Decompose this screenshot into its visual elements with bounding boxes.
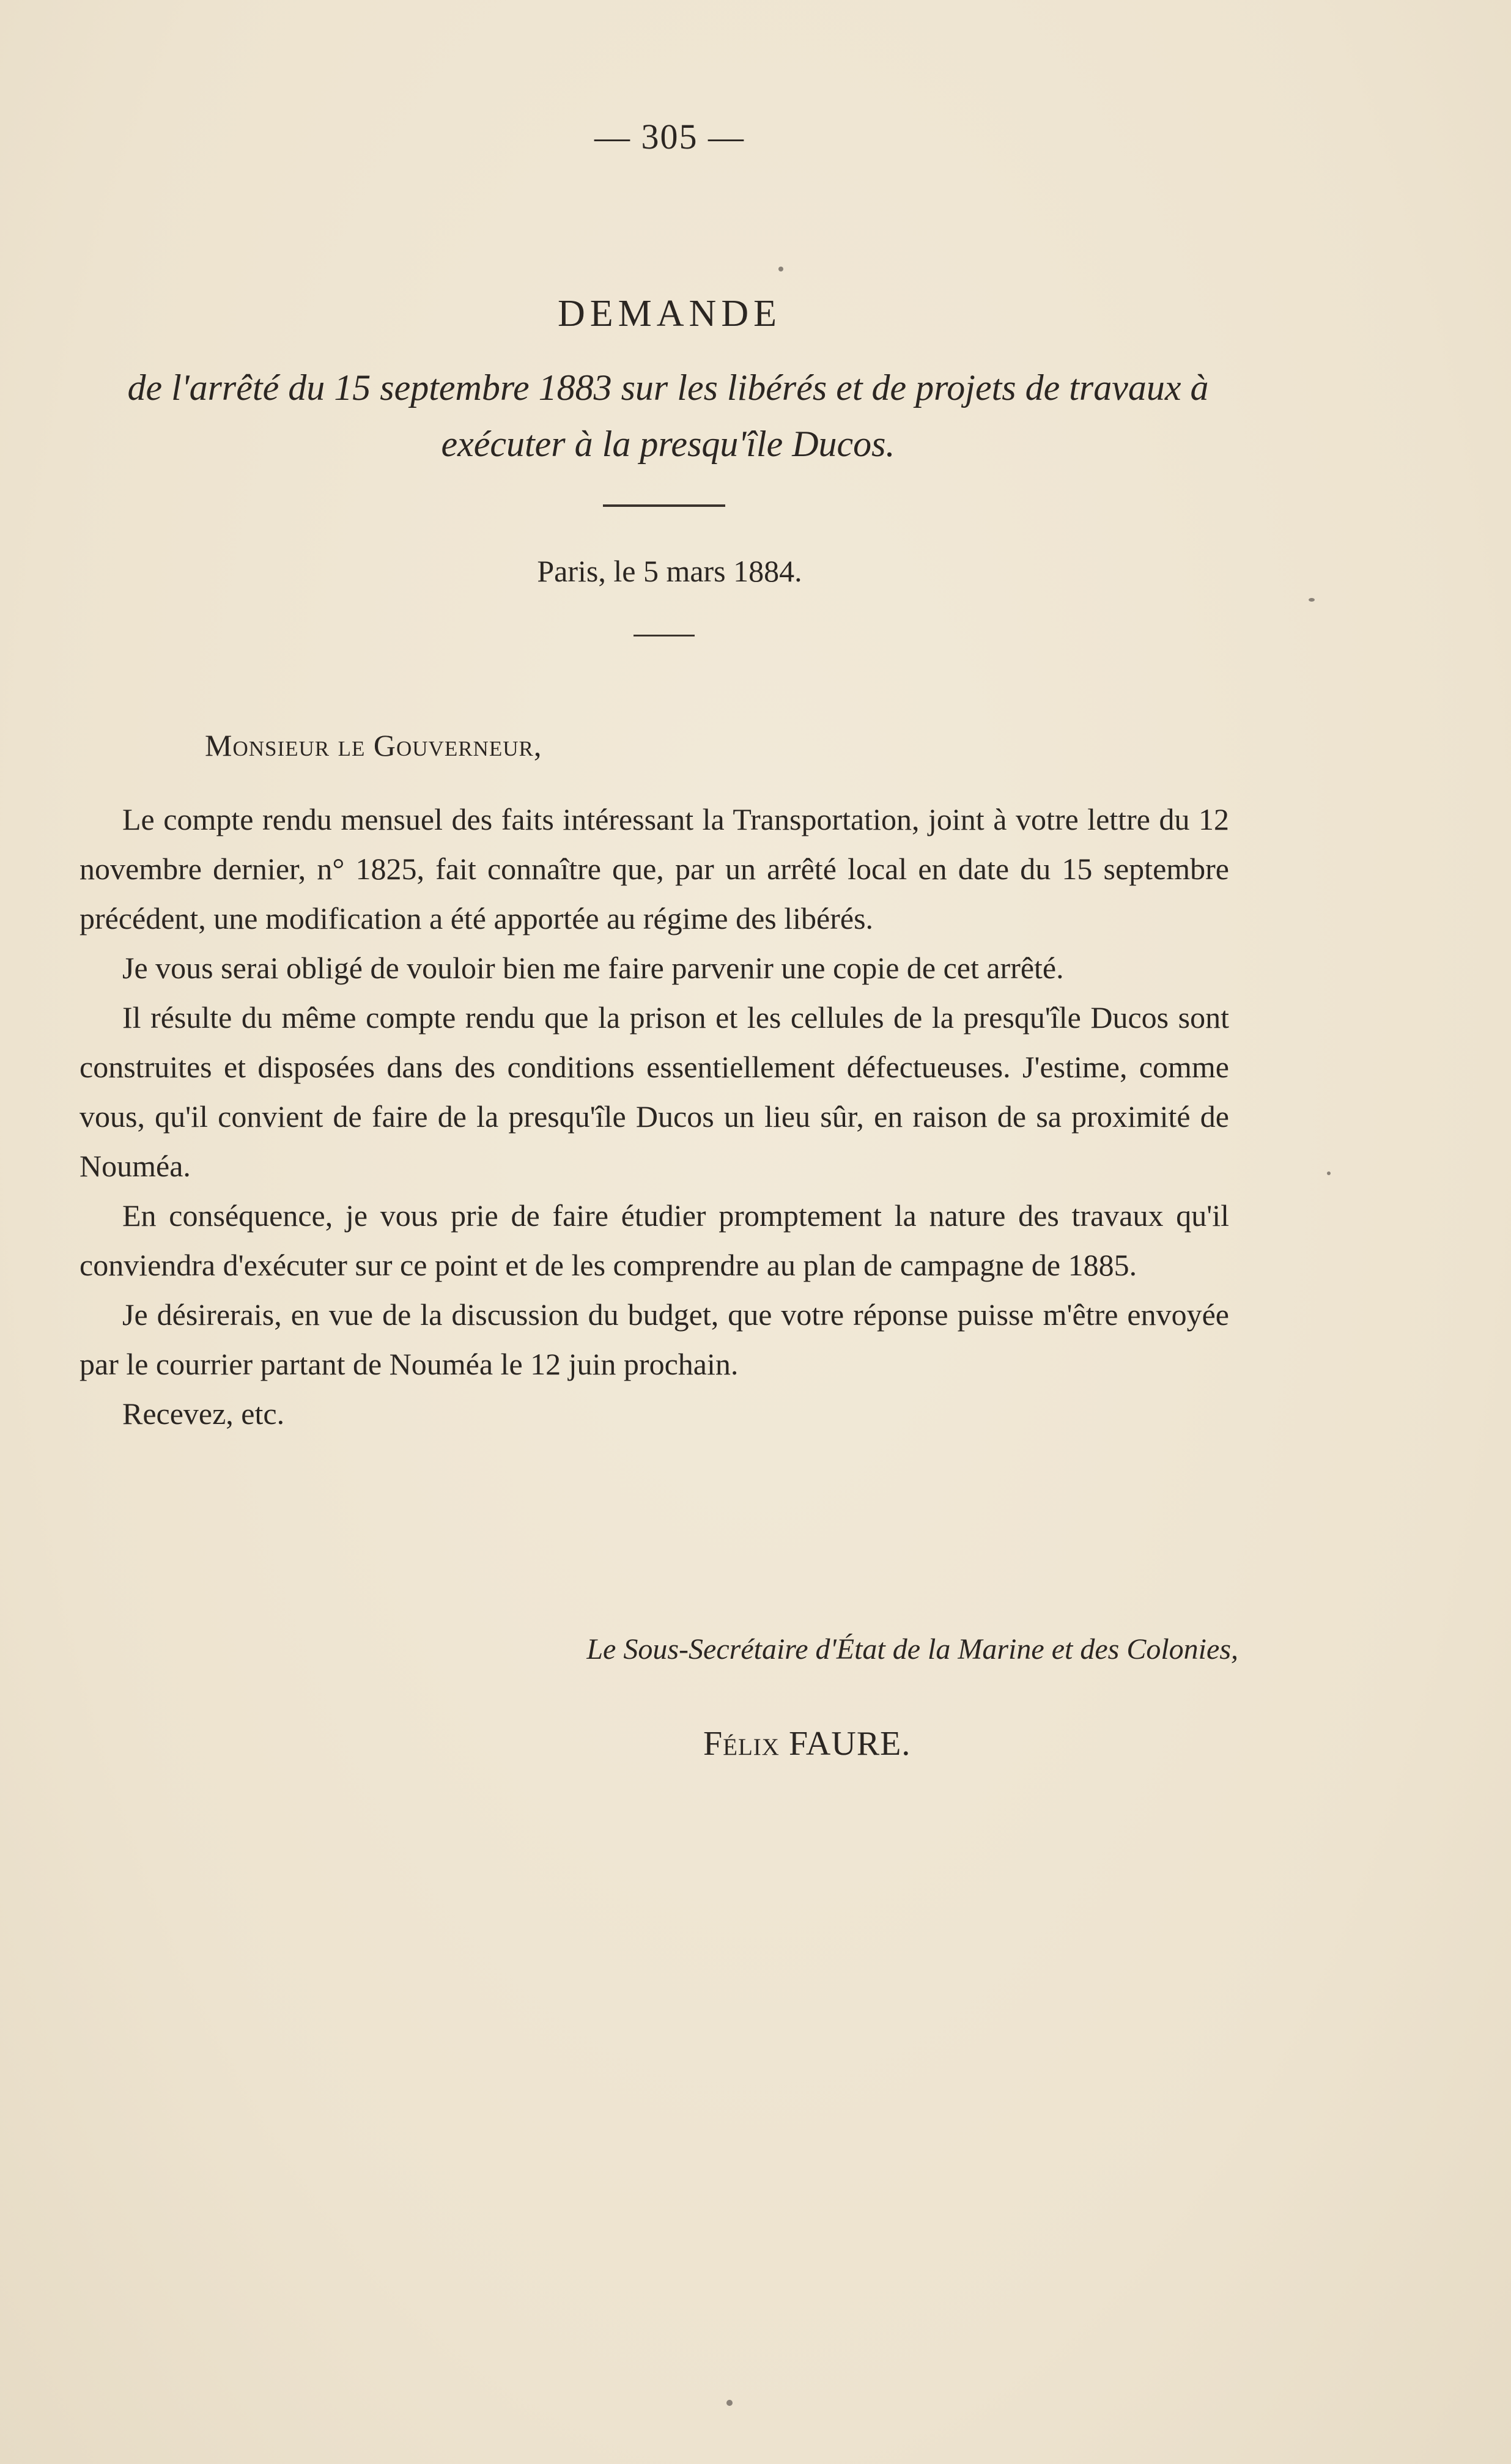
dateline: Paris, le 5 mars 1884. xyxy=(537,554,802,588)
document-title: DEMANDE xyxy=(558,293,781,334)
paragraph: Je désirerais, en vue de la discussion du budget, que votre réponse puisse m'être envoyée par le courrier partant de Nouméa le 12 juin prochain. xyxy=(79,1297,1229,1381)
paragraph: Recevez, etc. xyxy=(122,1396,285,1431)
paper-speck xyxy=(1309,598,1315,602)
signatory-title: Le Sous-Secrétaire d'État de la Marine et des Colonies, xyxy=(586,1633,1238,1665)
signature xyxy=(703,1724,911,1763)
paragraph: Le compte rendu mensuel des faits intéressant la Transportation, joint à votre lettre du 12 novembre dernier, n° 1825, fait connaître que, par un arrêté local en date du 15 septembre précédent, une modification a été apportée au régime des libérés. xyxy=(79,802,1229,935)
document-subtitle: de l'arrêté du 15 septembre 1883 sur les libérés et de projets de travaux à exécuter à la presqu'île Ducos. xyxy=(127,367,1209,464)
paragraph: Il résulte du même compte rendu que la prison et les cellules de la presqu'île Ducos sont construites et disposées dans des conditions essentiellement défectueuses. J'estime, comme vous, qu'il convient de faire de la presqu'île Ducos un lieu sûr, en raison de sa proximité de Nouméa. xyxy=(79,1000,1229,1183)
title-divider xyxy=(603,504,725,507)
salutation xyxy=(205,728,542,763)
paper-speck xyxy=(778,267,783,271)
salutation-text: Monsieur le Gouverneur, xyxy=(205,728,542,762)
paper-speck xyxy=(1327,1171,1331,1175)
paper-speck xyxy=(726,2400,733,2406)
paragraph: Je vous serai obligé de vouloir bien me faire parvenir une copie de cet arrêté. xyxy=(122,951,1064,985)
letter-body xyxy=(79,795,1229,1439)
dateline-divider xyxy=(634,635,695,636)
page-number: — 305 — xyxy=(594,117,745,157)
signature-name: Félix FAURE. xyxy=(703,1725,911,1763)
paragraph: En conséquence, je vous prie de faire étudier promptement la nature des travaux qu'il conviendra d'exécuter sur ce point et de les comprendre au plan de campagne de 1885. xyxy=(79,1198,1229,1282)
